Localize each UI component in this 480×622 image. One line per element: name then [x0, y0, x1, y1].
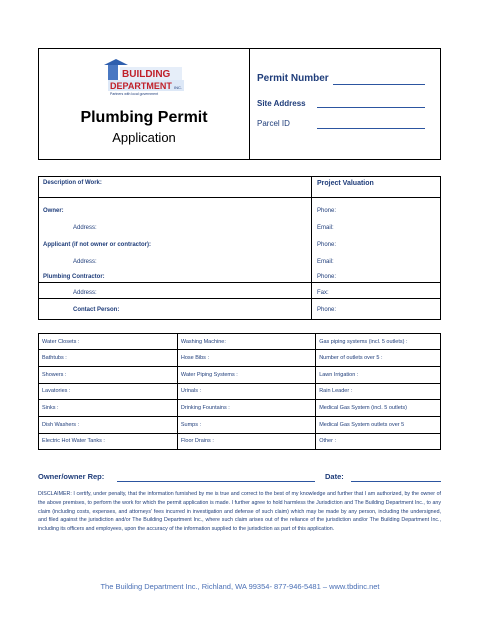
svg-text:INC.: INC. [174, 85, 182, 90]
fixture-cell[interactable]: Water Piping Systems : [177, 367, 315, 384]
fixture-row [39, 416, 440, 433]
info-row-divider [39, 298, 440, 299]
contractor-label: Plumbing Contractor: [43, 274, 105, 280]
owner-email-label: Email: [317, 225, 334, 231]
fixture-cell[interactable]: Water Closets : [39, 334, 177, 350]
svg-text:BUILDING: BUILDING [122, 69, 171, 80]
header-divider [249, 49, 250, 159]
owner-rep-label: Owner/owner Rep: [38, 472, 105, 481]
form-title: Plumbing Permit [80, 109, 208, 126]
building-department-logo [102, 59, 190, 97]
owner-rep-signature-field[interactable] [117, 481, 315, 482]
applicant-phone-label: Phone: [317, 242, 337, 248]
fixture-cell[interactable]: Bathtubs : [39, 350, 177, 367]
fixture-cell[interactable]: Sinks : [39, 400, 177, 417]
fixture-row [39, 350, 440, 367]
contractor-address-label: Address: [73, 290, 97, 296]
fixture-cell[interactable]: Medical Gas System (incl. 5 outlets) [316, 400, 440, 417]
parcel-id-field[interactable] [317, 128, 425, 129]
fixture-cell[interactable]: Hose Bibs : [177, 350, 315, 367]
permit-number-label: Permit Number [257, 73, 329, 84]
contractor-fax-label: Fax: [317, 290, 329, 296]
fixture-cell[interactable]: Number of outlets over 5 : [316, 350, 440, 367]
contact-person-label: Contact Person: [73, 307, 120, 313]
fixture-cell[interactable]: Lawn Irrigation : [316, 367, 440, 384]
fixture-cell[interactable]: Sumps : [177, 416, 315, 433]
site-address-label: Site Address [257, 99, 306, 108]
svg-text:DEPARTMENT: DEPARTMENT [110, 81, 172, 91]
contact-phone-label: Phone: [317, 307, 337, 313]
fixture-cell[interactable]: Dish Washers : [39, 416, 177, 433]
fixture-cell[interactable]: Rain Leader : [316, 383, 440, 400]
info-row-divider [39, 282, 440, 283]
fixture-cell[interactable]: Gas piping systems (incl. 5 outlets) : [316, 334, 440, 350]
fixture-row [39, 367, 440, 384]
site-address-field[interactable] [317, 107, 425, 108]
info-row-divider [39, 197, 440, 198]
fixture-row [39, 400, 440, 417]
fixture-row [39, 383, 440, 400]
applicant-label: Applicant (if not owner or contractor): [43, 242, 151, 248]
contractor-phone-label: Phone: [317, 274, 337, 280]
fixture-row [39, 334, 440, 350]
disclaimer-text: DISCLAIMER: I certify, under penalty, that the information furnished by me is true and correct to the best of my knowledge and further that I am authorized, by the owner of the above premises, to perform the work for which the permit application is made. I further agree to hold harmless the Jurisdiction and The Building Department Inc., to any claim (including costs, expenses, and attorneys' fees incurred in investigation and defense of such claim) which may be made by any person, including the undersigned, and filed against the jurisdiction and/or The Building Department Inc., where such claim arises out of the reliance of the jurisdiction and/or The Building Department Inc., including its officers and employees, upon the accuracy of the information supplied to the jurisdiction as part of this application. [38, 491, 441, 533]
owner-label: Owner: [43, 208, 64, 214]
fixture-cell[interactable]: Lavatories : [39, 383, 177, 400]
permit-header [38, 48, 441, 160]
fixture-row [39, 433, 440, 449]
fixture-count-table [38, 333, 441, 450]
applicant-email-label: Email: [317, 259, 334, 265]
project-valuation-label: Project Valuation [317, 180, 374, 187]
fixture-cell[interactable]: Drinking Fountains : [177, 400, 315, 417]
owner-phone-label: Phone: [317, 208, 337, 214]
fixture-cell[interactable]: Floor Drains : [177, 433, 315, 449]
permit-number-field[interactable] [333, 84, 425, 85]
fixture-cell[interactable]: Electric Hot Water Tanks : [39, 433, 177, 449]
applicant-address-label: Address: [73, 259, 97, 265]
owner-address-label: Address: [73, 225, 97, 231]
applicant-info-table [38, 176, 441, 320]
date-label: Date: [325, 472, 344, 481]
description-label: Description of Work: [43, 180, 102, 186]
fixture-cell[interactable]: Other : [316, 433, 440, 449]
parcel-id-label: Parcel ID [257, 119, 290, 128]
fixture-cell[interactable]: Showers : [39, 367, 177, 384]
date-field[interactable] [351, 481, 441, 482]
fixture-cell[interactable]: Washing Machine: [177, 334, 315, 350]
form-subtitle: Application [112, 130, 176, 145]
fixture-cell[interactable]: Urinals : [177, 383, 315, 400]
svg-text:Partners with local government: Partners with local government [110, 92, 159, 96]
fixture-cell[interactable]: Medical Gas System outlets over 5 [316, 416, 440, 433]
footer-contact: The Building Department Inc., Richland, WA 99354- 877-946-5481 – www.tbdinc.net [100, 582, 380, 591]
